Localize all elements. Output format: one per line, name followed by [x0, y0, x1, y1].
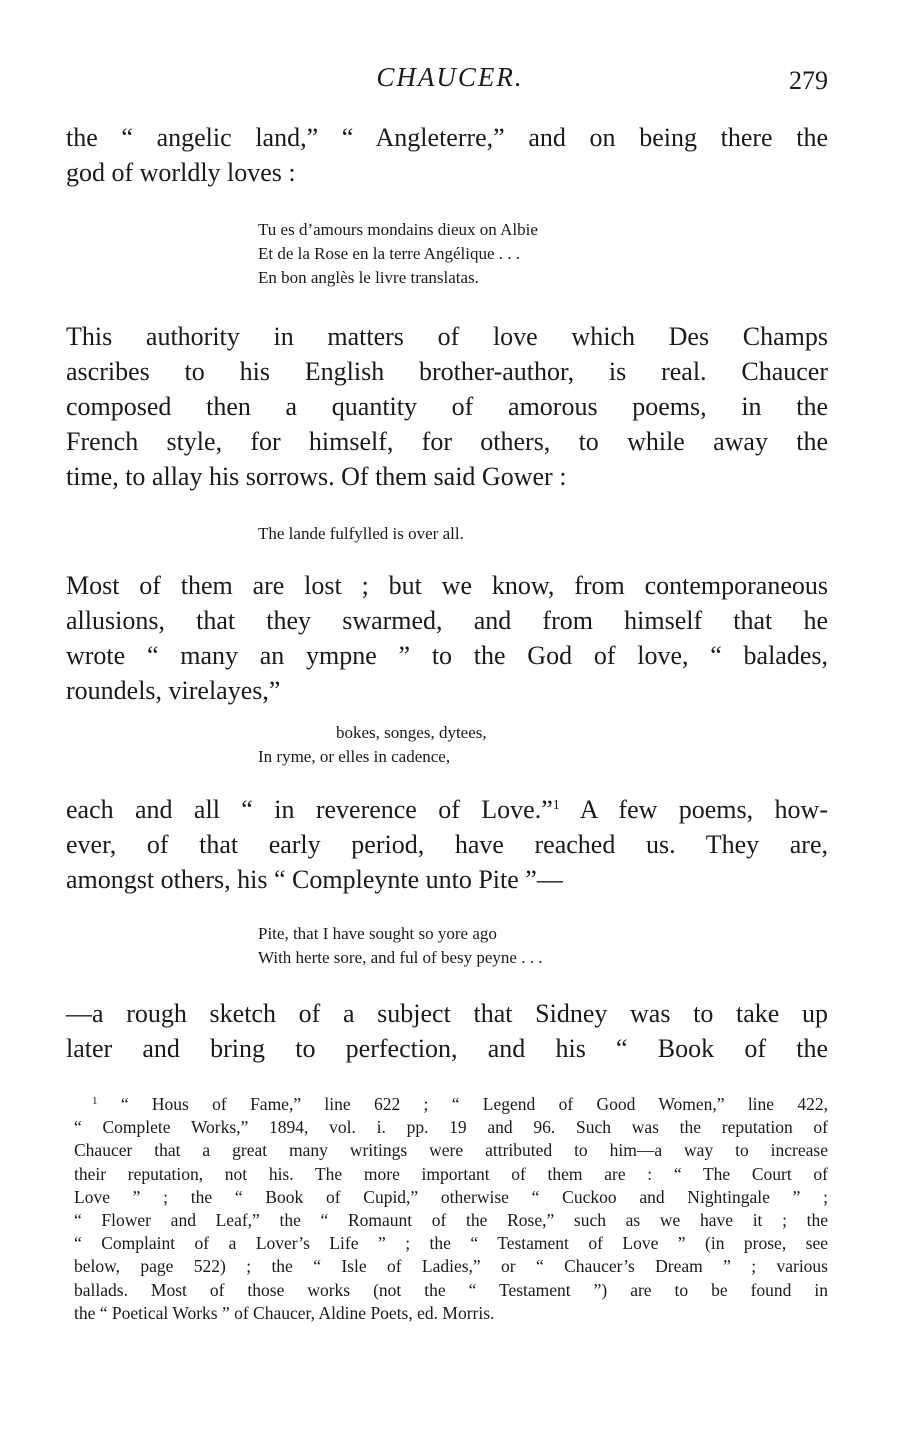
footnote-line: their reputation, not his. The more important of them are : “ The Court of: [74, 1163, 828, 1184]
footnote-line: Chaucer that a great many writings were attributed to him—a way to increase: [74, 1140, 828, 1161]
text-line: French style, for himself, for others, to while away the: [66, 427, 828, 456]
text-line: the “ angelic land,” “ Angleterre,” and on being there the: [66, 123, 828, 152]
text-line: wrote “ many an ympne ” to the God of love, “ balades,: [66, 641, 828, 670]
footnote-block: [74, 1093, 828, 1325]
verse-line: Et de la Rose en la terre Angélique . . .: [258, 244, 520, 263]
text-line: [66, 792, 828, 827]
footnote-line: “ Complete Works,” 1894, vol. i. pp. 19 and 96. Such was the reputation of: [74, 1117, 828, 1138]
verse-quote-3: [258, 721, 487, 769]
verse-line: In ryme, or elles in cadence,: [258, 747, 451, 766]
footnote-line: below, page 522) ; the “ Isle of Ladies,” or “ Chaucer’s Dream ” ; various: [74, 1256, 828, 1277]
text-line: ever, of that early period, have reached us. They are,: [66, 830, 828, 859]
text-line: This authority in matters of love which Des Champs: [66, 322, 828, 351]
footnote-text: “ Hous of Fame,” line 622 ; “ Legend of Good Women,” line 422,: [120, 1094, 828, 1114]
verse-line: En bon anglès le livre translatas.: [258, 268, 479, 287]
text-line: ascribes to his English brother-author, is real. Chaucer: [66, 357, 828, 386]
page-number: 279: [789, 66, 828, 95]
text-line: Most of them are lost ; but we know, from contemporaneous: [66, 571, 828, 600]
paragraph-3: [66, 568, 828, 708]
text-line: composed then a quantity of amorous poems, in the: [66, 392, 828, 421]
verse-line: Pite, that I have sought so yore ago: [258, 924, 497, 943]
footnote-line: “ Complaint of a Lover’s Life ” ; the “ Testament of Love ” (in prose, see: [74, 1233, 828, 1254]
text-line: god of worldly loves :: [66, 158, 296, 187]
paragraph-4: [66, 792, 828, 897]
verse-quote-2: [258, 522, 464, 546]
footnote-marker: 1: [92, 1095, 98, 1107]
text-line: time, to allay his sorrows. Of them said Gower :: [66, 462, 567, 491]
text-line: later and bring to perfection, and his “ Book of the: [66, 1034, 828, 1063]
paragraph-1: [66, 120, 828, 190]
footnote-line: the “ Poetical Works ” of Chaucer, Aldine Poets, ed. Morris.: [74, 1302, 495, 1323]
text-segment: each and all “ in reverence of Love.”: [66, 795, 553, 824]
verse-quote-1: [258, 218, 538, 290]
text-line: roundels, virelayes,”: [66, 676, 281, 705]
verse-line: Tu es d’amours mondains dieux on Albie: [258, 220, 538, 239]
running-title: CHAUCER.: [376, 62, 524, 92]
text-segment: A few poems, how-: [579, 795, 828, 824]
verse-line: The lande fulfylled is over all.: [258, 524, 464, 543]
text-line: —a rough sketch of a subject that Sidney was to take up: [66, 999, 828, 1028]
footnote-line: “ Flower and Leaf,” the “ Romaunt of the Rose,” such as we have it ; the: [74, 1210, 828, 1231]
verse-quote-4: [258, 922, 542, 970]
verse-line: With herte sore, and ful of besy peyne . . .: [258, 948, 543, 967]
text-line: amongst others, his “ Compleynte unto Pite ”—: [66, 865, 563, 894]
footnote-line: ballads. Most of those works (not the “ Testament ”) are to be found in: [74, 1279, 828, 1300]
footnote-line: [74, 1093, 828, 1116]
paragraph-2: [66, 319, 828, 494]
paragraph-5: [66, 996, 828, 1066]
verse-line: bokes, songes, dytees,: [336, 723, 487, 742]
text-line: allusions, that they swarmed, and from himself that he: [66, 606, 828, 635]
footnote-line: Love ” ; the “ Book of Cupid,” otherwise “ Cuckoo and Nightingale ” ;: [74, 1186, 828, 1207]
footnote-reference[interactable]: 1: [552, 798, 560, 813]
